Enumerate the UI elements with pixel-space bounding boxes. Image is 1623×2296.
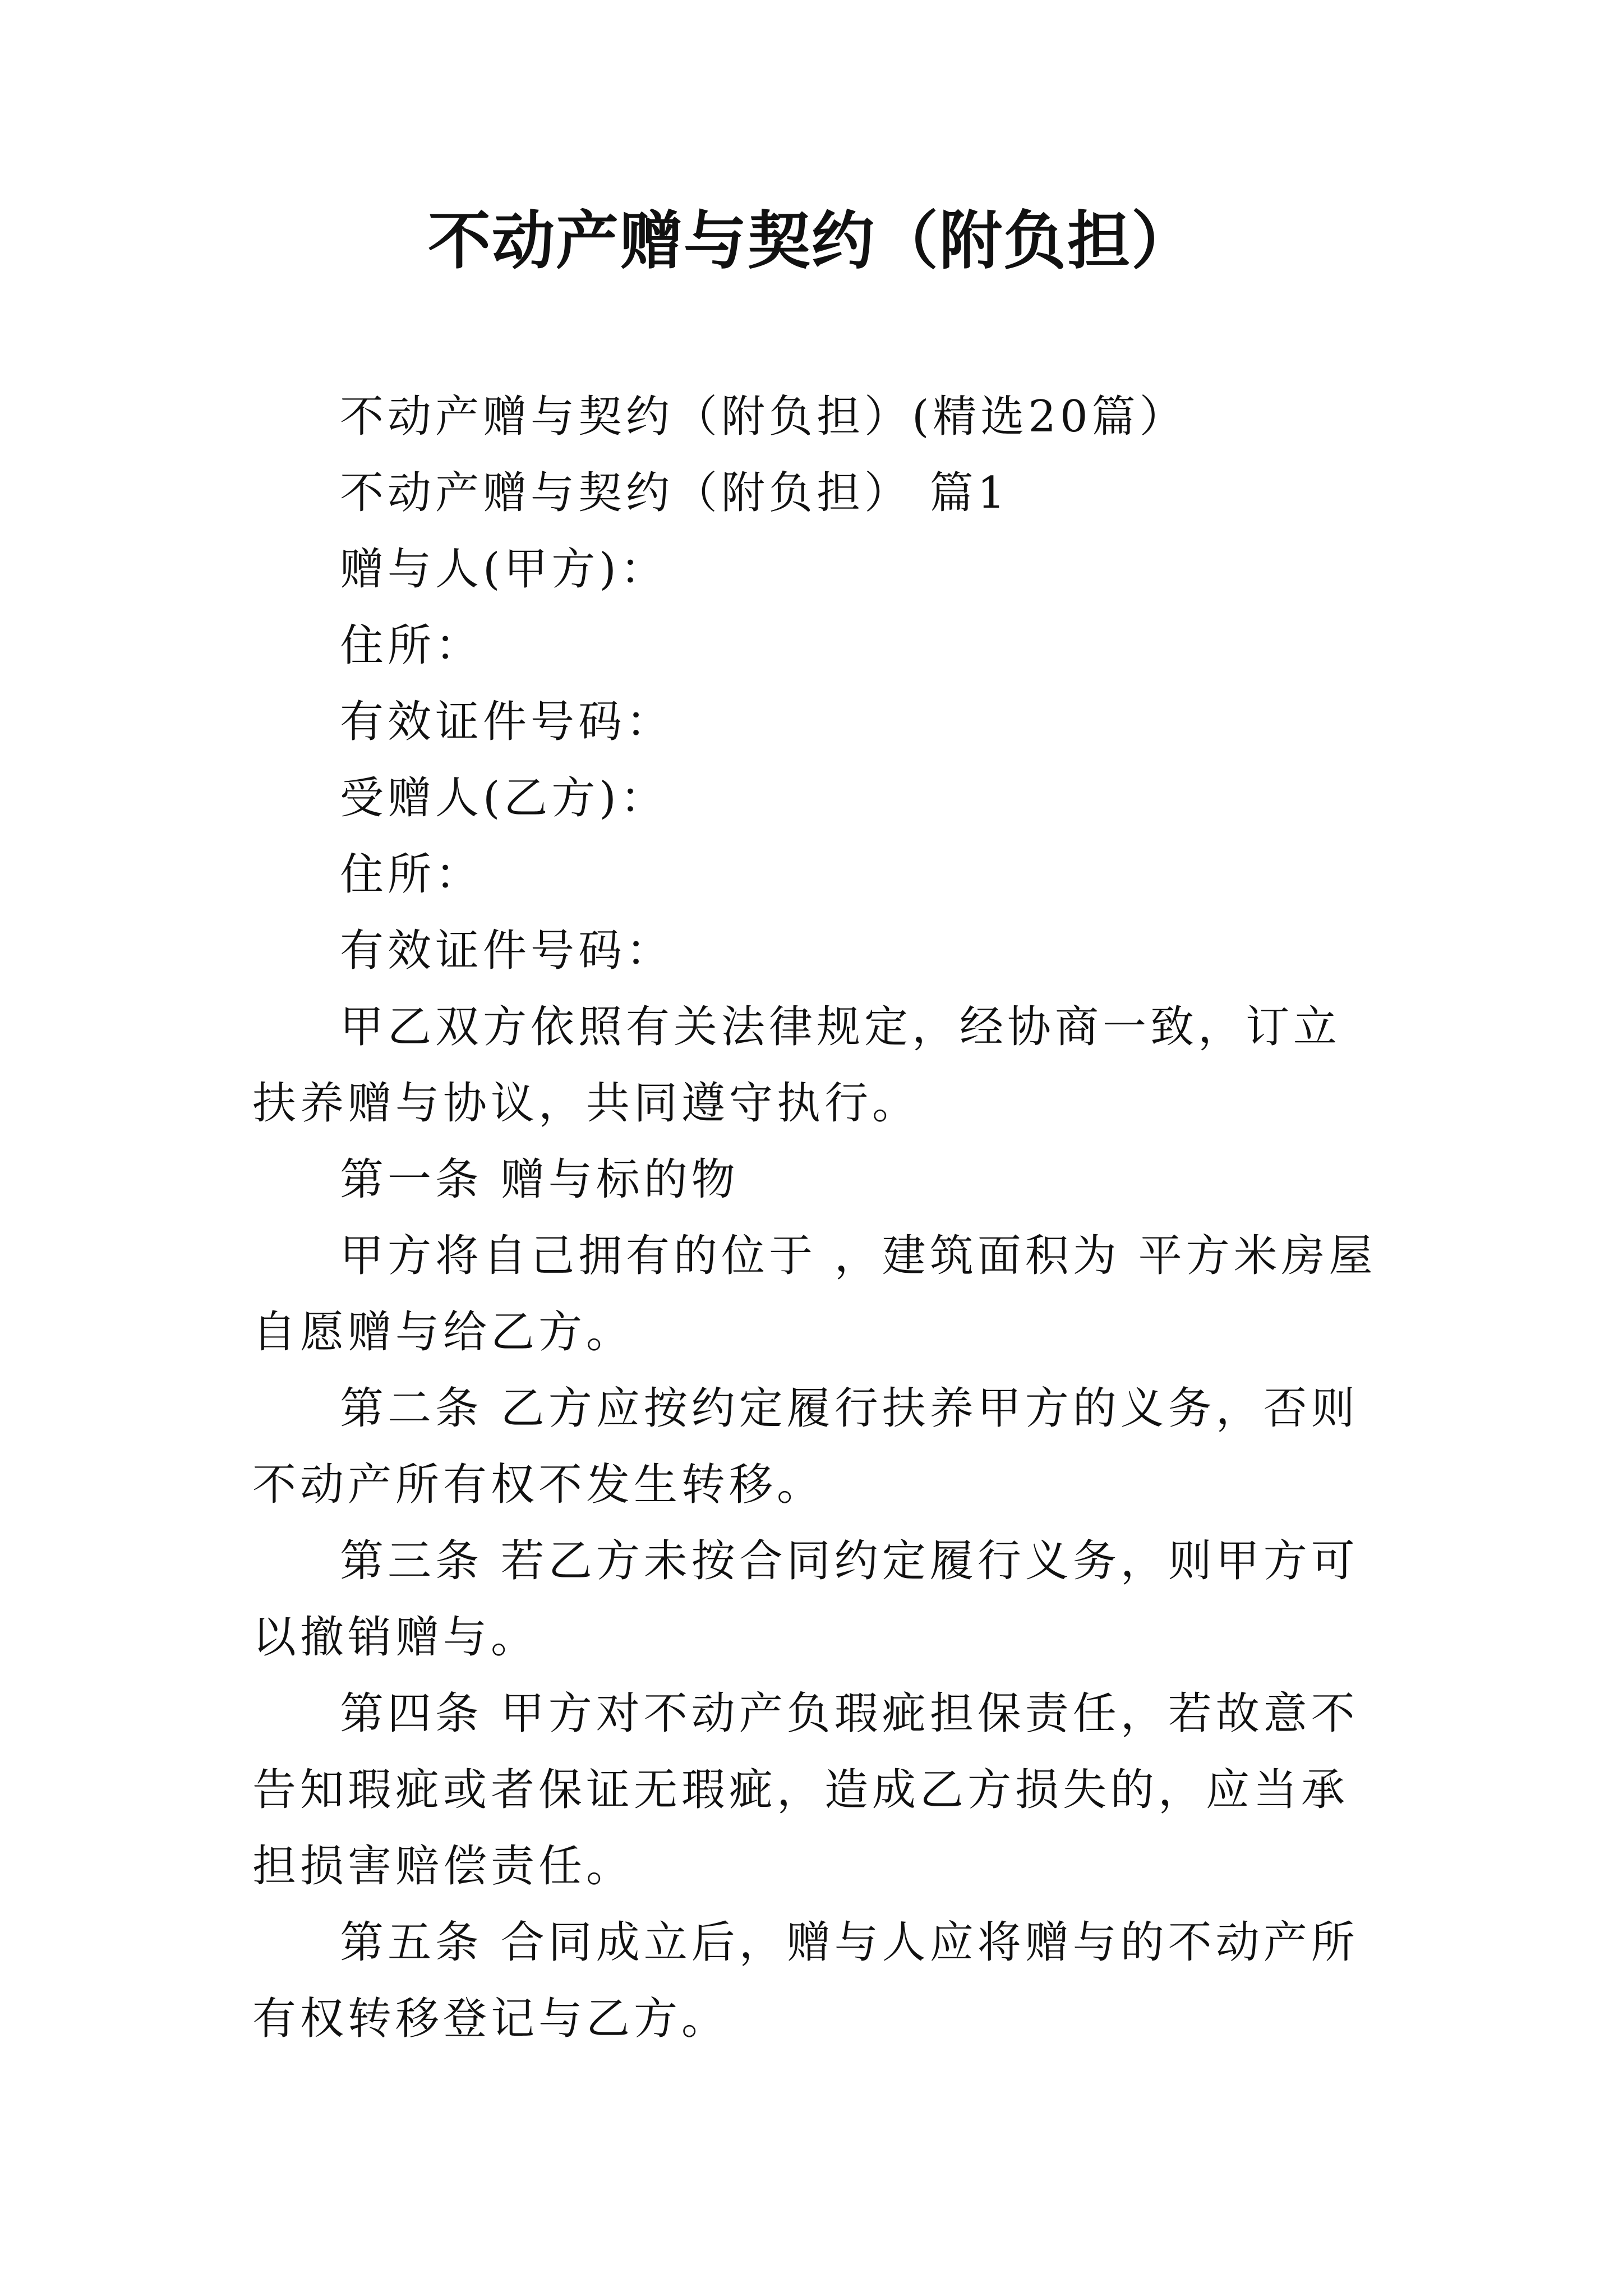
article-1-heading: 第一条 赠与标的物: [340, 1154, 739, 1205]
article-5-text: 第五条 合同成立后，赠与人应将赠与的不动产所有权转移登记与乙方。: [252, 1917, 1359, 2044]
article-3-text: 第三条 若乙方未按合同约定履行义务，则甲方可以撤销赠与。: [252, 1536, 1359, 1663]
article-1-text: 甲方将自己拥有的位于 ，建筑面积为 平方米房屋自愿赠与给乙方。: [252, 1231, 1377, 1358]
document-title: 不动产赠与契约（附负担）: [428, 205, 1195, 278]
donor-address-label: 住所：: [340, 620, 483, 671]
donee-address-label: 住所：: [340, 849, 483, 900]
donee-id-label: 有效证件号码：: [340, 926, 674, 976]
donor-id-label: 有效证件号码：: [340, 697, 674, 747]
subtitle-paragraph: 不动产赠与契约（附负担）(精选20篇）: [340, 392, 1187, 442]
section-heading: 不动产赠与契约（附负担） 篇1: [340, 468, 1009, 518]
donor-label: 赠与人(甲方)：: [340, 544, 668, 595]
article-4-text: 第四条 甲方对不动产负瑕疵担保责任，若故意不告知瑕疵或者保证无瑕疵，造成乙方损失的，应当承担损害赔偿责任。: [252, 1688, 1359, 1892]
document-body: [252, 379, 1382, 2057]
article-2-text: 第二条 乙方应按约定履行扶养甲方的义务，否则不动产所有权不发生转移。: [252, 1383, 1359, 1510]
donee-label: 受赠人(乙方)：: [340, 773, 668, 823]
preamble-paragraph: 甲乙双方依照有关法律规定，经协商一致，订立扶养赠与协议，共同遵守执行。: [252, 1002, 1341, 1129]
